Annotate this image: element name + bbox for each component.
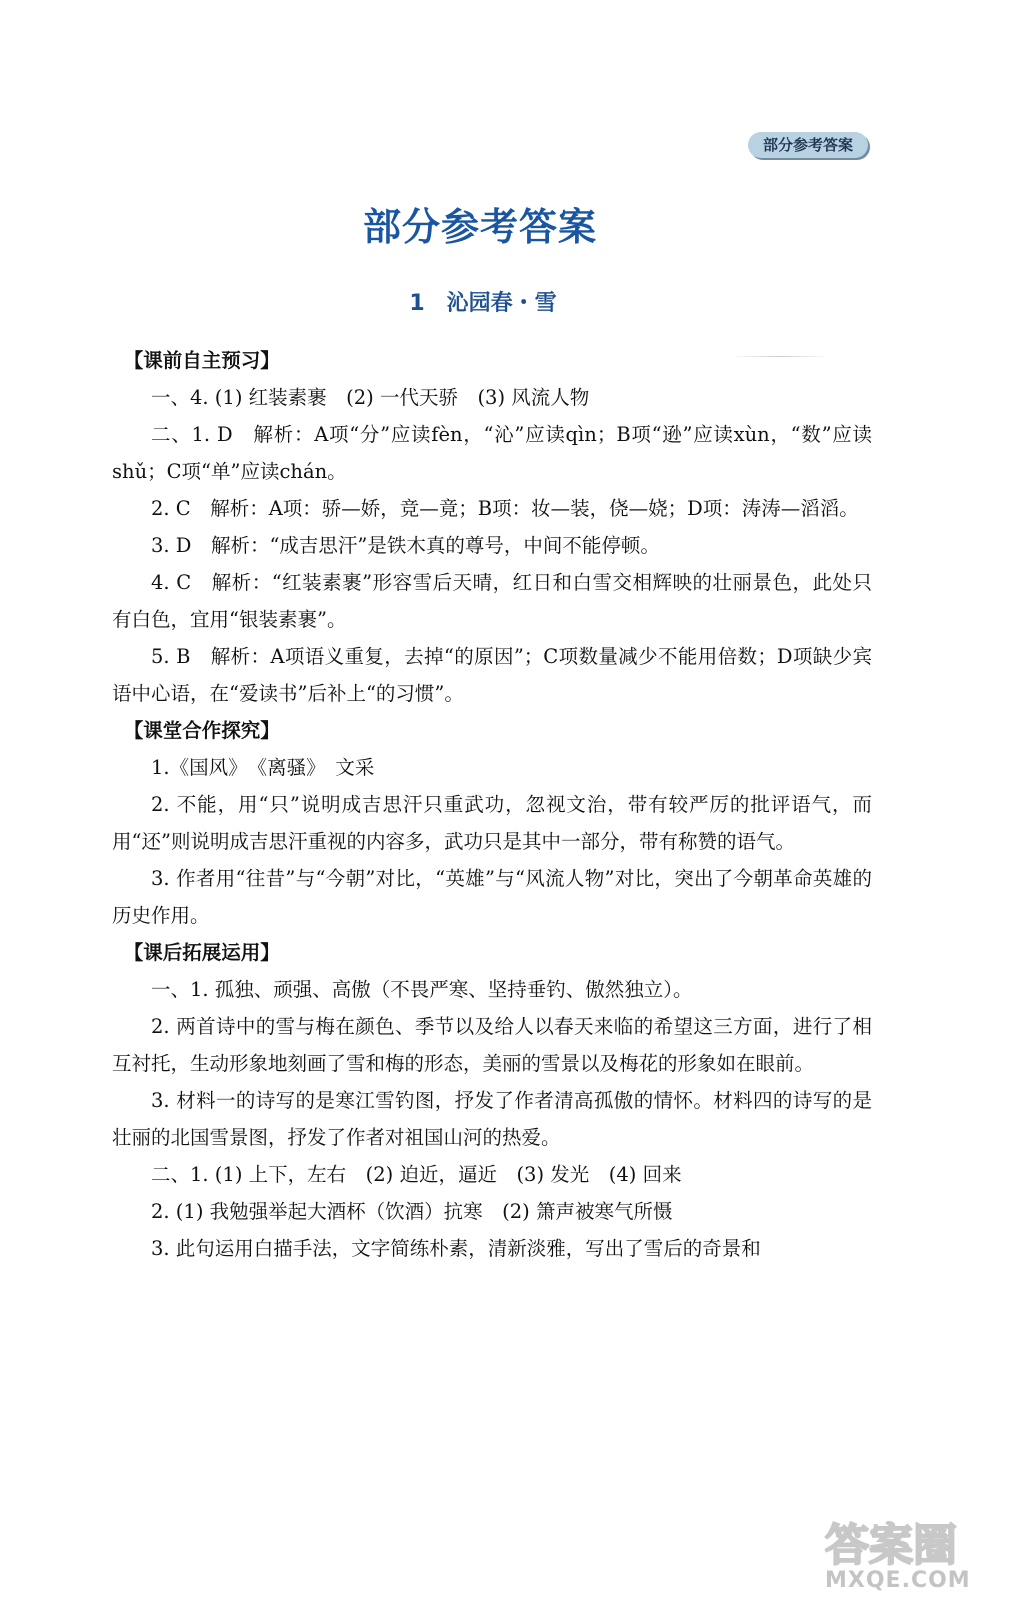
answer-paragraph: 2. (1) 我勉强举起大酒杯（饮酒）抗寒 (2) 箫声被寒气所慑 (151, 1200, 673, 1223)
section-heading-class: 【课堂合作探究】 (123, 719, 280, 742)
answer-paragraph: 2. 两首诗中的雪与梅在颜色、季节以及给人以春天来临的希望这三方面，进行了相互衬托，生动形象地刻画了雪和梅的形态，美丽的雪景以及梅花的形象如在眼前。 (112, 1015, 872, 1075)
answer-paragraph: 二、1. (1) 上下，左右 (2) 迫近，逼近 (3) 发光 (4) 回来 (151, 1163, 682, 1186)
watermark-site: MXQE.COM (825, 1568, 971, 1593)
watermark-logo-text: 答案圈 (825, 1520, 957, 1571)
answer-paragraph: 3. 材料一的诗写的是寒江雪钓图，抒发了作者清高孤傲的情怀。材料四的诗写的是壮丽的北国雪景图，抒发了作者对祖国山河的热爱。 (112, 1089, 872, 1149)
page-title: 部分参考答案 (362, 205, 597, 249)
answer-paragraph: 5. B 解析：A项语义重复，去掉“的原因”；C项数量减少不能用倍数；D项缺少宾语中心语，在“爱读书”后补上“的习惯”。 (112, 645, 872, 705)
lesson-name: 沁园春・雪 (446, 291, 557, 316)
answer-content (112, 342, 872, 1267)
section-heading-preview: 【课前自主预习】 (123, 349, 280, 372)
answer-paragraph: 3. D 解析：“成吉思汗”是铁木真的尊号，中间不能停顿。 (151, 534, 660, 557)
lesson-number: 1 (409, 291, 425, 316)
lesson-title (0, 286, 966, 317)
answer-paragraph: 一、1. 孤独、顽强、高傲（不畏严寒、坚持垂钓、傲然独立）。 (151, 978, 693, 1001)
section-heading-after: 【课后拓展运用】 (123, 941, 280, 964)
answer-paragraph: 2. 不能，用“只”说明成吉思汗只重武功，忽视文治，带有较严厉的批评语气，而用“还”则说明成吉思汗重视的内容多，武功只是其中一部分，带有称赞的语气。 (112, 793, 872, 853)
answer-paragraph: 2. C 解析：A项：骄—娇，竞—竟；B项：妆—装，侥—娆；D项：涛涛—滔滔。 (151, 497, 859, 520)
answer-paragraph: 3. 此句运用白描手法，文字简练朴素，清新淡雅，写出了雪后的奇景和 (151, 1237, 761, 1260)
section-tag: 部分参考答案 (748, 132, 868, 158)
answer-paragraph: 3. 作者用“往昔”与“今朝”对比，“英雄”与“风流人物”对比，突出了今朝革命英雄的历史作用。 (112, 867, 872, 927)
answer-paragraph: 二、1. D 解析：A项“分”应读fèn，“沁”应读qìn；B项“逊”应读xùn，“数”应读shǔ；C项“单”应读chán。 (112, 423, 872, 483)
answer-paragraph: 4. C 解析：“红装素裹”形容雪后天晴，红日和白雪交相辉映的壮丽景色，此处只有白色，宜用“银装素裹”。 (112, 571, 872, 631)
answer-paragraph: 一、4. (1) 红装素裹 (2) 一代天骄 (3) 风流人物 (151, 386, 590, 409)
answer-paragraph: 1.《国风》 《离骚》 文采 (151, 756, 375, 779)
